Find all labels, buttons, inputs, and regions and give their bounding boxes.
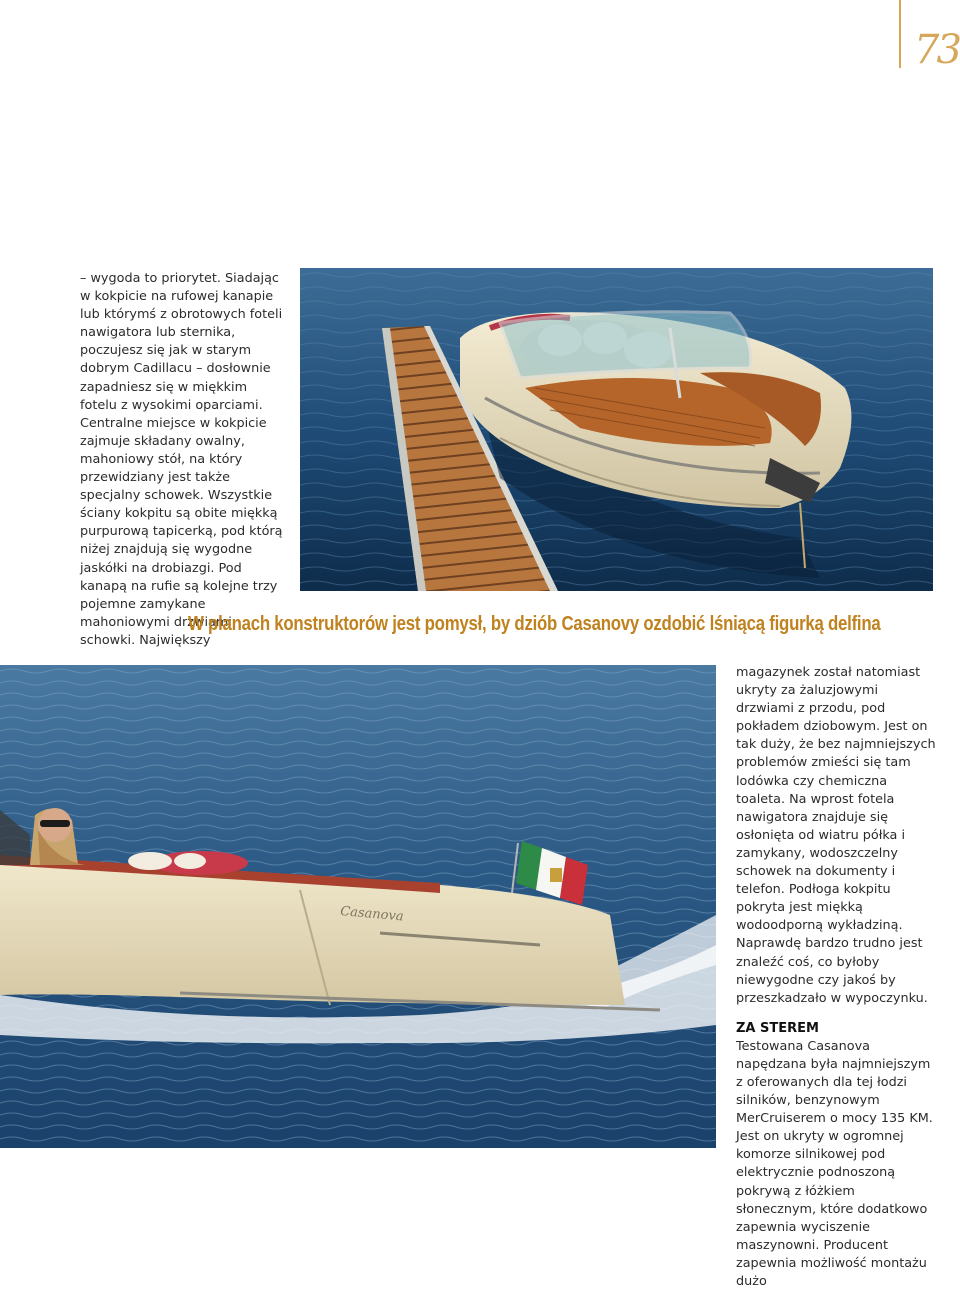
article-left-column	[80, 270, 288, 650]
article-paragraph: magazynek został natomiast ukryty za żaluzjowymi drzwiami z przodu, pod pokładem dziobowym. Jest on tak duży, że bez najmniejszych problemów zmieści się tam lodówka czy chemiczna toaleta. Na wprost fotela nawigatora znajduje się osłonięta od wiatru półka i zamykany, wodoszczelny schowek na dokumenty i telefon. Podłoga kokpitu pokryta jest miękką wodoodporną wykładziną. Naprawdę bardzo trudno jest znaleźć coś, co byłoby niewygodne czy jakoś by przeszkadzało w wypoczynku.	[736, 665, 936, 1006]
boat-at-dock-photo	[300, 268, 933, 591]
section-subheading: ZA STEREM	[736, 1020, 819, 1036]
hull-lettering: Casanova	[339, 904, 405, 925]
page-number-rule	[899, 0, 901, 68]
article-paragraph: – wygoda to priorytet. Siadając w kokpicie na rufowej kanapie lub którymś z obrotowych foteli nawigatora lub sternika, poczujesz się jak w starym dobrym Cadillacu – dosłownie zapadniesz się w miękkim fotelu z wysokimi oparciami. Centralne miejsce w kokpicie zajmuje składany owalny, mahoniowy stół, na który przewidziany jest także specjalny schowek. Wszystkie ściany kokpitu są obite miękką purpurową tapicerką, pod którą niżej znajdują się wygodne jaskółki na drobiazgi. Pod kanapą na rufie są kolejne trzy pojemne zamykane mahoniowymi drzwiami schowki. Największy	[80, 271, 283, 648]
pull-quote: W planach konstruktorów jest pomysł, by dziób Casanovy ozdobić lśniącą figurką delfina	[188, 612, 881, 635]
article-right-column	[736, 664, 936, 1291]
boat-on-lake-photo	[0, 665, 716, 1148]
boat-at-dock-illustration	[300, 268, 933, 591]
page-number: 73	[914, 27, 959, 73]
boat-on-lake-illustration	[0, 665, 716, 1148]
article-paragraph: Testowana Casanova napędzana była najmniejszym z oferowanych dla tej łodzi silników, benzynowym MerCruiserem o mocy 135 KM. Jest on ukryty w ogromnej komorze silnikowej pod elektrycznie podnoszoną pokrywą z łóżkiem słonecznym, które dodatkowo zapewnia wyciszenie maszynowni. Producent zapewnia możliwość montażu dużo	[736, 1038, 933, 1289]
